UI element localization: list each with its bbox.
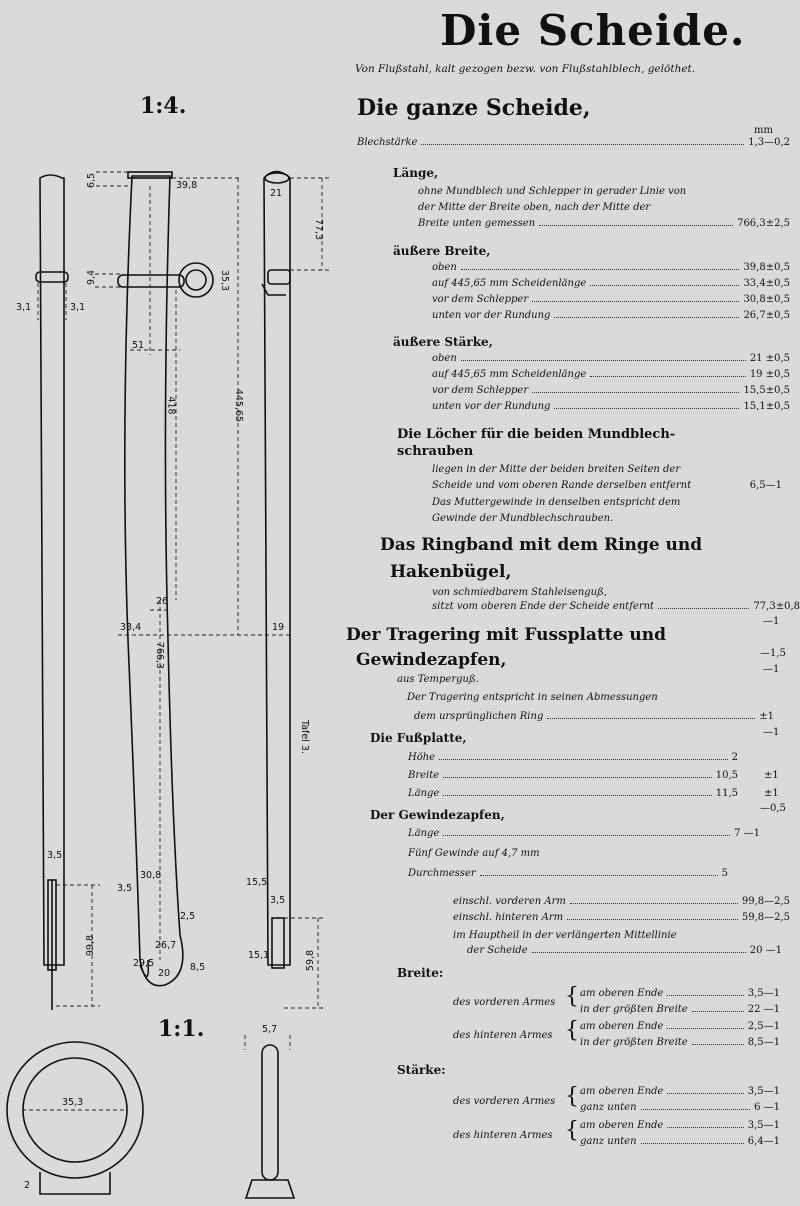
breite-brace-1: { <box>565 1018 579 1043</box>
row-breite-1: auf 445,65 mm Scheidenlänge 33,4±0,5 <box>432 278 790 289</box>
ringband-text-1: von schmiedbarem Stahleisenguß, <box>432 587 607 598</box>
dim-3-1-a: 3,1 <box>16 302 32 313</box>
staerke-arm-1: des hinteren Armes <box>453 1130 553 1141</box>
laenge-text-2: der Mitte der Breite oben, nach der Mitte der <box>418 202 651 213</box>
breite-arm-0: des vorderen Armes <box>453 997 556 1008</box>
section-ganze-scheide: Die ganze Scheide, <box>357 95 591 121</box>
heading-fussplatte: Die Fußplatte, <box>370 731 467 745</box>
row-staerke-2: vor dem Schlepper 15,5±0,5 <box>432 385 790 396</box>
dim-2-5: 2,5 <box>180 911 196 922</box>
staerke-brace-1: { <box>565 1118 579 1143</box>
dim-3-5-mid: 3,5 <box>117 883 133 894</box>
row-blechstaerke: Blechstärke 1,3—0,2 <box>357 137 790 148</box>
dim-3-5-right: 3,5 <box>270 895 286 906</box>
loecher-text-3: Das Muttergewinde in denselben entspricht dem <box>432 497 681 508</box>
row-haken-0: einschl. vorderen Arm 99,8—2,5 <box>453 896 790 907</box>
laenge-text-1: ohne Mundblech und Schlepper in gerader Linie von <box>418 186 687 197</box>
dim-3-1-b: 3,1 <box>70 302 86 313</box>
dim-20: 20 <box>158 968 171 979</box>
middle-carrying-ring-inner <box>186 270 206 290</box>
tragering-text-1: aus Temperguß. <box>397 674 479 685</box>
dim-418: 418 <box>165 396 177 415</box>
heading-aeussere-breite: äußere Breite, <box>393 244 491 258</box>
row-tragering: dem ursprünglichen Ring ±1 <box>414 711 774 722</box>
dim-77-3: 77,3 <box>313 218 325 241</box>
dim-5-7: 5,7 <box>262 1024 278 1035</box>
scale-main: 1:4. <box>140 93 187 119</box>
heading-breite: Breite: <box>397 966 444 980</box>
ringband-value-2: —1 <box>763 616 780 627</box>
page-title: Die Scheide. <box>440 6 746 55</box>
heading-ringband-2: Hakenbügel, <box>390 562 512 582</box>
row-breite-v0: am oberen Ende 3,5—1 <box>580 988 780 999</box>
dim-445-65: 445,65 <box>233 388 245 423</box>
staerke-arm-0: des vorderen Armes <box>453 1096 556 1107</box>
tragering-tol-1b: —1 <box>763 727 780 738</box>
dim-26-7: 26,7 <box>155 940 177 951</box>
heading-loecher-2: schrauben <box>397 444 474 459</box>
heading-loecher-1: Die Löcher für die beiden Mundblech- <box>397 427 676 442</box>
dim-35-3-detail: 35,3 <box>62 1097 84 1108</box>
loecher-text-1: liegen in der Mitte der beiden breiten Seiten der <box>432 464 681 475</box>
row-breite-v1b: in der größten Breite 8,5—1 <box>580 1037 780 1048</box>
scale-detail: 1:1. <box>158 1016 205 1042</box>
right-drag <box>272 918 284 968</box>
tragering-text-2: Der Tragering entspricht in seinen Abmessungen <box>407 692 658 703</box>
row-breite-v0b: in der größten Breite 22 —1 <box>580 1004 780 1015</box>
breite-brace-0: { <box>565 984 579 1009</box>
dim-33-4: 33,4 <box>120 622 142 633</box>
heading-gewindezapfen: Der Gewindezapfen, <box>370 808 505 822</box>
fuss-tol-extra: —0,5 <box>760 803 786 814</box>
page-subtitle: Von Flußstahl, kalt gezogen bezw. von Flußstahlblech, gelöthet. <box>355 63 696 75</box>
haken-text-1: im Hauptheil in der verlängerten Mittellinie <box>453 930 677 941</box>
middle-mouthpiece <box>128 172 172 178</box>
row-breite-3: unten vor der Rundung 26,7±0,5 <box>432 310 790 321</box>
heading-staerke: Stärke: <box>397 1063 446 1077</box>
tragering-side-2: —1 <box>763 664 780 675</box>
dim-59-8: 59,8 <box>305 949 317 972</box>
dim-8-5: 8,5 <box>190 962 206 973</box>
row-haken-1: einschl. hinteren Arm 59,8—2,5 <box>453 912 790 923</box>
dim-2: 2 <box>24 1180 31 1191</box>
row-laenge: Breite unten gemessen 766,3±2,5 <box>418 218 790 229</box>
dim-30-8: 30,8 <box>140 870 162 881</box>
heading-tragering-1: Der Tragering mit Fussplatte und <box>346 625 666 645</box>
row-ringband: sitzt vom oberen Ende der Scheide entfernt 77,3±0,8 <box>432 601 800 612</box>
unit-mm: mm <box>754 125 773 136</box>
middle-scabbard-outline <box>125 176 183 986</box>
heading-ringband-1: Das Ringband mit dem Ringe und <box>380 535 703 555</box>
dim-26: 26 <box>156 596 169 607</box>
dim-35-3-ring: 35,3 <box>219 269 231 292</box>
tragering-side-1: —1,5 <box>760 648 786 659</box>
dim-21: 21 <box>270 188 283 199</box>
row-breite-0: oben 39,8±0,5 <box>432 262 790 273</box>
detail-foot-plate <box>40 1172 110 1194</box>
row-fuss-1: Breite 10,5 <box>408 770 738 781</box>
dim-39-8: 39,8 <box>176 180 198 191</box>
row-zapfen-durch: Durchmesser 5 <box>408 868 728 879</box>
dim-51: 51 <box>132 340 145 351</box>
plate-label: Tafel 3. <box>299 720 310 754</box>
right-mouth-ellipse <box>265 173 289 183</box>
dim-15-5: 15,5 <box>246 877 268 888</box>
row-zapfen-laenge: Länge 7 —1 <box>408 828 760 839</box>
right-scabbard-outline <box>264 172 290 966</box>
row-fuss-0: Höhe 2 <box>408 752 738 763</box>
zapfen-text-1: Fünf Gewinde auf 4,7 mm <box>408 848 540 859</box>
dim-19: 19 <box>272 622 285 633</box>
row-staerke-v1: am oberen Ende 3,5—1 <box>580 1120 780 1131</box>
row-haken-2: der Scheide 20 —1 <box>467 945 782 956</box>
right-ringband <box>268 270 290 284</box>
breite-arm-1: des hinteren Armes <box>453 1030 553 1041</box>
row-breite-v1: am oberen Ende 2,5—1 <box>580 1021 780 1032</box>
dim-3-5-left: 3,5 <box>47 850 63 861</box>
row-loecher: Scheide und vom oberen Rande derselben entfernt 6,5—1 <box>432 480 782 491</box>
row-staerke-v1b: ganz unten 6,4—1 <box>580 1136 780 1147</box>
fuss-tol-1: ±1 <box>764 770 779 781</box>
row-fuss-2: Länge 11,5 <box>408 788 738 799</box>
heading-aeussere-staerke: äußere Stärke, <box>393 335 493 349</box>
dim-99-8: 99,8 <box>85 934 97 957</box>
heading-tragering-2: Gewindezapfen, <box>356 650 507 670</box>
heading-laenge: Länge, <box>393 166 439 180</box>
row-staerke-1: auf 445,65 mm Scheidenlänge 19 ±0,5 <box>432 369 790 380</box>
loecher-text-4: Gewinde der Mundblechschrauben. <box>432 513 614 524</box>
row-staerke-0: oben 21 ±0,5 <box>432 353 790 364</box>
fuss-tol-2: ±1 <box>764 788 779 799</box>
row-staerke-v0b: ganz unten 6 —1 <box>580 1102 780 1113</box>
dim-766-3: 766,3 <box>154 641 166 670</box>
staerke-brace-0: { <box>565 1084 579 1109</box>
row-staerke-3: unten vor der Rundung 15,1±0,5 <box>432 401 790 412</box>
dim-6-5: 6,5 <box>86 172 98 189</box>
row-staerke-v0: am oberen Ende 3,5—1 <box>580 1086 780 1097</box>
dim-9-4: 9,4 <box>86 269 98 286</box>
right-hook <box>262 284 286 295</box>
dim-15-1: 15,1 <box>248 950 270 961</box>
detail-side-ring <box>262 1045 278 1180</box>
left-scabbard-outline <box>40 175 64 965</box>
dim-29-5: 29,5 <box>133 958 155 969</box>
detail-side-foot <box>246 1180 294 1198</box>
row-breite-2: vor dem Schlepper 30,8±0,5 <box>432 294 790 305</box>
